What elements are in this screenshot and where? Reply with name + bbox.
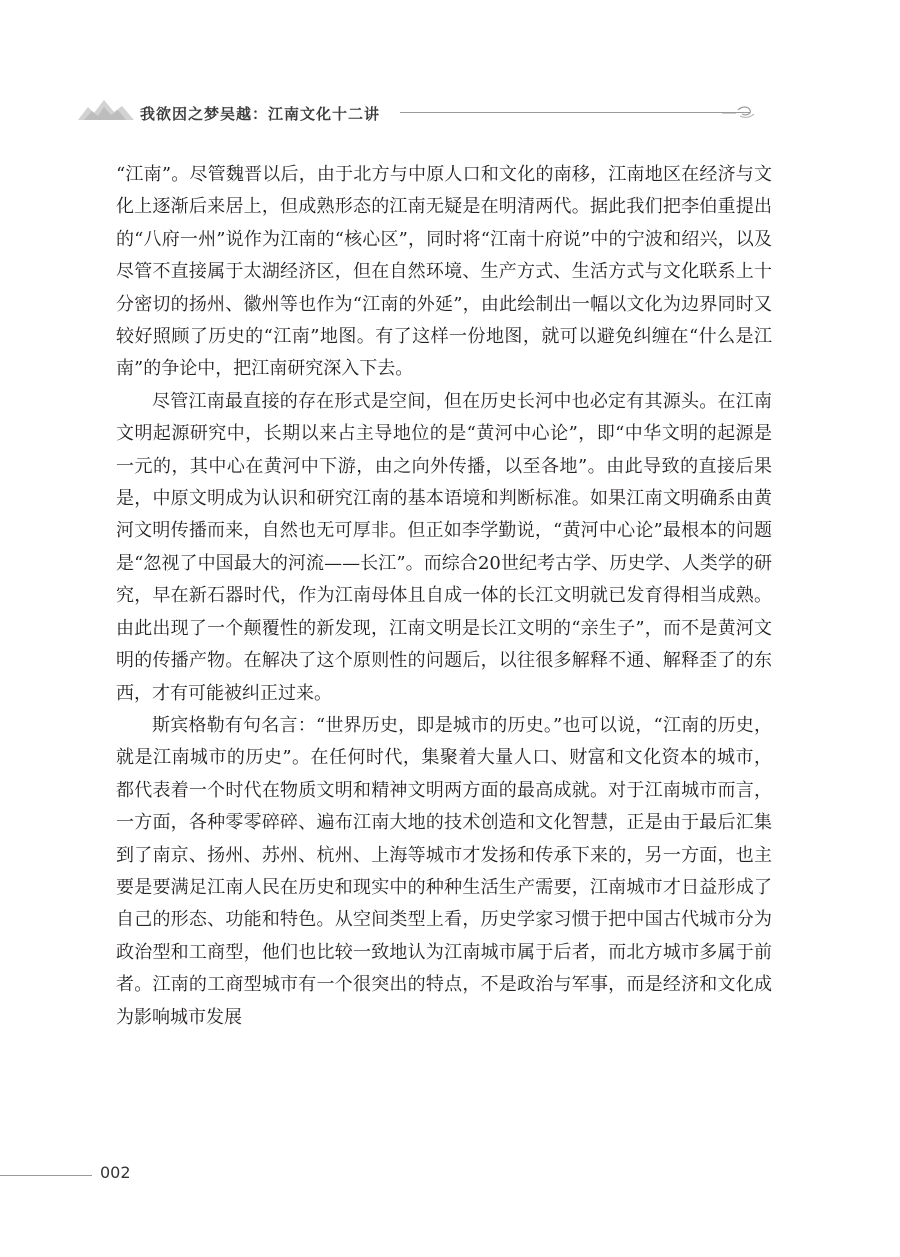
footer-rule (0, 1175, 92, 1176)
running-header (78, 98, 758, 130)
paragraph: 尽管江南最直接的存在形式是空间，但在历史长河中也必定有其源头。在江南文明起源研究中，长期以来占主导地位的是“黄河中心论”，即“中华文明的起源是一元的，其中心在黄河中下游，由之向外传播，以至各地”。由此导致的直接后果是，中原文明成为认识和研究江南的基本语境和判断标准。如果江南文明确系由黄河文明传播而来，自然也无可厚非。但正如李学勤说，“黄河中心论”最根本的问题是“忽视了中国最大的河流——长江”。而综合20世纪考古学、历史学、人类学的研究，早在新石器时代，作为江南母体且自成一体的长江文明就已发育得相当成熟。由此出现了一个颠覆性的新发现，江南文明是长江文明的“亲生子”，而不是黄河文明的传播产物。在解决了这个原则性的问题后，以往很多解释不通、解释歪了的东西，才有可能被纠正过来。 (116, 390, 772, 704)
book-title: 我欲因之梦吴越：江南文化十二讲 (140, 105, 381, 123)
mountain-silhouette-icon (78, 98, 134, 120)
page-body (116, 159, 772, 1034)
paragraph: “江南”。尽管魏晋以后，由于北方与中原人口和文化的南移，江南地区在经济与文化上逐渐后来居上，但成熟形态的江南无疑是在明清两代。据此我们把李伯重提出的“八府一州”说作为江南的“核心区”，同时将“江南十府说”中的宁波和绍兴，以及尽管不直接属于太湖经济区，但在自然环境、生产方式、生活方式与文化联系上十分密切的扬州、徽州等也作为“江南的外延”，由此绘制出一幅以文化为边界同时又较好照顾了历史的“江南”地图。有了这样一份地图，就可以避免纠缠在“什么是江南”的争论中，把江南研究深入下去。 (116, 164, 772, 380)
header-rule (400, 112, 750, 113)
paragraph: 斯宾格勒有句名言：“世界历史，即是城市的历史。”也可以说，“江南的历史，就是江南城市的历史”。在任何时代，集聚着大量人口、财富和文化资本的城市，都代表着一个时代在物质文明和精神文明两方面的最高成就。对于江南城市而言，一方面，各种零零碎碎、遍布江南大地的技术创造和文化智慧，正是由于最后汇集到了南京、扬州、苏州、杭州、上海等城市才发扬和传承下来的，另一方面，也主要是要满足江南人民在历史和现实中的种种生活生产需要，江南城市才日益形成了自己的形态、功能和特色。从空间类型上看，历史学家习惯于把中国古代城市分为政治型和工商型，他们也比较一致地认为江南城市属于后者，而北方城市多属于前者。江南的工商型城市有一个很突出的特点，不是政治与军事，而是经济和文化成为影响城市发展 (116, 714, 772, 1028)
wave-ornament-icon (720, 102, 760, 122)
page-number: 002 (100, 1163, 131, 1182)
